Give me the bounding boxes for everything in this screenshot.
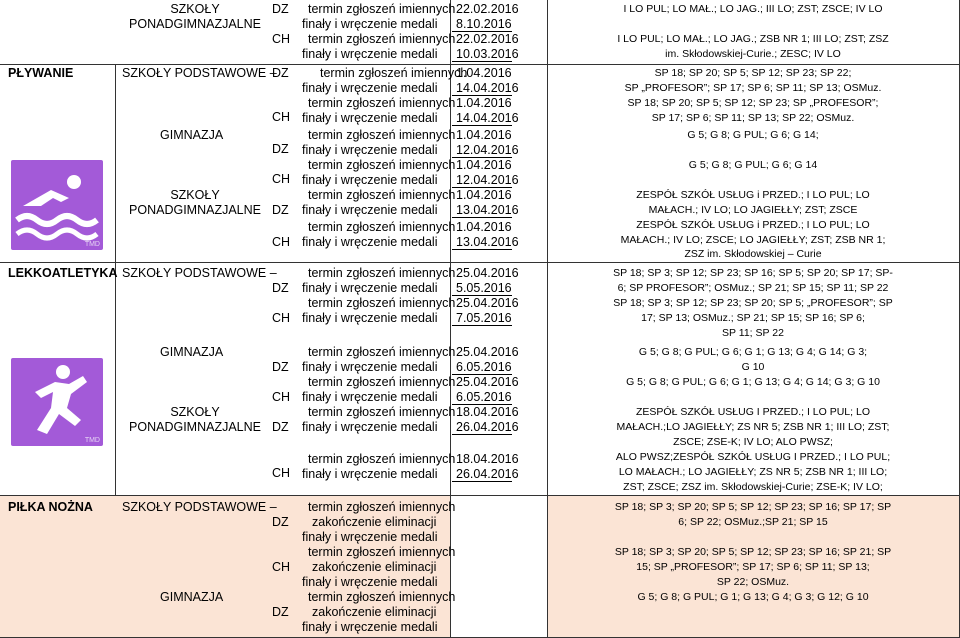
date: 1.04.2016 (456, 188, 512, 202)
date: 10.03.2016 (456, 47, 519, 61)
sport-swimming: PŁYWANIE (8, 66, 74, 80)
date: 25.04.2016 (456, 266, 519, 280)
gender-ch: CH (272, 172, 291, 186)
date: 25.04.2016 (456, 345, 519, 359)
date-underline (452, 434, 512, 435)
school-level: SZKOŁY PONADGIMNAZJALNE (129, 2, 261, 31)
deadline-label: termin zgłoszeń imiennych (308, 590, 456, 604)
date-underline (452, 249, 512, 250)
finals-label: finały i wręczenie medali (302, 360, 438, 374)
date-underline (452, 61, 512, 62)
deadline-label: termin zgłoszeń imiennych (308, 266, 456, 280)
finals-label: finały i wręczenie medali (302, 390, 438, 404)
finals-label: finały i wręczenie medali (302, 235, 438, 249)
deadline-label: termin zgłoszeń imiennych (308, 452, 456, 466)
gender-dz: DZ (272, 203, 289, 217)
date: 8.10.2016 (456, 17, 512, 31)
elimination-end-label: zakończenie eliminacji (312, 515, 437, 529)
participants: ZESPÓŁ SZKÓŁ USŁUG I PRZED.; I LO PUL; LO MAŁACH.;LO JAGIEŁŁY; ZS NR 5; ZSB NR 1; III LO; ZST; ZSCE; ZSE-K; IV LO; ALO PWSZ; (616, 406, 890, 448)
finals-label: finały i wręczenie medali (302, 81, 438, 95)
finals-label: finały i wręczenie medali (302, 281, 438, 295)
participants: ZESPÓŁ SZKÓŁ USŁUG i PRZED.; I LO PUL; LO MAŁACH.; IV LO; LO JAGIEŁŁY; ZST; ZSCE (636, 189, 870, 216)
date: 22.02.2016 (456, 2, 519, 16)
date: 14.04.2016 (456, 111, 519, 125)
deadline-label: termin zgłoszeń imiennych (308, 188, 456, 202)
date: 6.05.2016 (456, 390, 512, 404)
school-level: SZKOŁY PODSTAWOWE – (122, 266, 277, 280)
date-underline (452, 125, 512, 126)
gender-dz: DZ (272, 605, 289, 619)
football-dates-background (450, 495, 547, 638)
date: 7.05.2016 (456, 311, 512, 325)
date: 13.04.2016 (456, 235, 519, 249)
participants: I LO PUL; LO MAŁ.; LO JAG.; III LO; ZST; ZSCE; IV LO (623, 3, 883, 15)
participants: G 5; G 8; G PUL; G 6; G 1; G 13; G 4; G 14; G 3; G 10 (638, 346, 868, 373)
row-divider (0, 262, 960, 263)
swimming-icon: TMD (11, 160, 103, 250)
sport-football: PIŁKA NOŻNA (8, 500, 93, 514)
finals-label: finały i wręczenie medali (302, 420, 438, 434)
gender-dz: DZ (272, 360, 289, 374)
participants: SP 18; SP 3; SP 12; SP 23; SP 16; SP 5; SP 20; SP 17; SP- 6; SP PROFESOR”; OSMuz.; SP 21; SP 15; SP 11; SP 22 (613, 267, 893, 294)
participants: G 5; G 8; G PUL; G 6; G 1; G 13; G 4; G 14; G 3; G 10 (626, 376, 880, 388)
deadline-label: termin zgłoszeń imiennych (308, 32, 456, 46)
date-underline (452, 325, 512, 326)
date: 26.04.2016 (456, 467, 519, 481)
deadline-label: termin zgłoszeń imiennych (308, 2, 456, 16)
school-level: GIMNAZJA (160, 590, 224, 604)
date: 12.04.2016 (456, 143, 519, 157)
date: 14.04.2016 (456, 81, 519, 95)
gender-dz: DZ (272, 515, 289, 529)
row-divider (0, 495, 960, 496)
date: 25.04.2016 (456, 296, 519, 310)
date: 1.04.2016 (456, 128, 512, 142)
date: 1.04.2016 (456, 158, 512, 172)
participants: SP 18; SP 20; SP 5; SP 12; SP 23; SP „PROFESOR”; SP 17; SP 6; SP 11; SP 13; SP 22; OSMuz. (627, 97, 879, 124)
finals-label: finały i wręczenie medali (302, 17, 438, 31)
deadline-label: termin zgłoszeń imiennych (308, 158, 456, 172)
gender-dz: DZ (272, 142, 289, 156)
finals-label: finały i wręczenie medali (302, 311, 438, 325)
deadline-label: termin zgłoszeń imiennych (308, 220, 456, 234)
date: 13.04.2016 (456, 203, 519, 217)
elimination-end-label: zakończenie eliminacji (312, 605, 437, 619)
date: 1.04.2016 (456, 66, 512, 80)
deadline-label: termin zgłoszeń imiennych (320, 66, 468, 80)
participants: SP 18; SP 3; SP 20; SP 5; SP 12; SP 23; SP 16; SP 17; SP 6; SP 22; OSMuz.;SP 21; SP 15 (614, 501, 892, 528)
date: 1.04.2016 (456, 96, 512, 110)
finals-label: finały i wręczenie medali (302, 47, 438, 61)
date: 18.04.2016 (456, 405, 519, 419)
participants: G 5; G 8; G PUL; G 6; G 14; (687, 129, 819, 141)
date: 22.02.2016 (456, 32, 519, 46)
school-level: GIMNAZJA (160, 128, 224, 142)
school-level: SZKOŁY PONADGIMNAZJALNE (129, 405, 261, 434)
finals-label: finały i wręczenie medali (302, 203, 438, 217)
deadline-label: termin zgłoszeń imiennych (308, 345, 456, 359)
deadline-label: termin zgłoszeń imiennych (308, 375, 456, 389)
participants: SP 18; SP 3; SP 20; SP 5; SP 12; SP 23; SP 16; SP 21; SP 15; SP „PROFESOR”; SP 17; SP 6; SP 11; SP 13; SP 22; OSMuz. (614, 546, 892, 588)
finals-label: finały i wręczenie medali (302, 620, 438, 634)
sport-athletics: LEKKOATLETYKA (8, 266, 118, 280)
participants: ZESPÓŁ SZKÓŁ USŁUG i PRZED.; I LO PUL; LO MAŁACH.; IV LO; ZSCE; LO JAGIEŁŁY; ZST; ZSB NR 1; ZSZ im. Skłodowskiej – Curie (620, 219, 886, 260)
gender-ch: CH (272, 235, 291, 249)
gender-ch: CH (272, 110, 291, 124)
gender-dz: DZ (272, 281, 289, 295)
participants: G 5; G 8; G PUL; G 6; G 14 (688, 159, 818, 171)
gender-ch: CH (272, 311, 291, 325)
row-divider (0, 64, 960, 65)
column-divider (547, 0, 548, 638)
finals-label: finały i wręczenie medali (302, 111, 438, 125)
date: 1.04.2016 (456, 220, 512, 234)
finals-label: finały i wręczenie medali (302, 530, 438, 544)
school-level: GIMNAZJA (160, 345, 224, 359)
participants: I LO PUL; LO MAŁ.; LO JAG.; ZSB NR 1; III LO; ZST; ZSZ im. Skłodowskiej-Curie.; ZESC; IV LO (617, 33, 889, 60)
school-level: SZKOŁY PODSTAWOWE – (122, 500, 277, 514)
participants: ALO PWSZ;ZESPÓŁ SZKÓŁ USŁUG I PRZED.; I LO PUL; LO MAŁACH.; LO JAGIEŁŁY; ZS NR 5; ZSB NR 1; III LO; ZST; ZSCE; ZSZ im. Skłodowskiej-Curie; ZSE-K; IV LO; (615, 451, 891, 493)
gender-dz: DZ (272, 2, 289, 16)
gender-ch: CH (272, 466, 291, 480)
running-icon: TMD (11, 358, 103, 446)
date: 25.04.2016 (456, 375, 519, 389)
finals-label: finały i wręczenie medali (302, 575, 438, 589)
date: 12.04.2016 (456, 173, 519, 187)
deadline-label: termin zgłoszeń imiennych (308, 545, 456, 559)
gender-ch: CH (272, 560, 291, 574)
school-level: SZKOŁY PONADGIMNAZJALNE (129, 188, 261, 217)
finals-label: finały i wręczenie medali (302, 173, 438, 187)
date: 18.04.2016 (456, 452, 519, 466)
deadline-label: termin zgłoszeń imiennych (308, 128, 456, 142)
date: 5.05.2016 (456, 281, 512, 295)
deadline-label: termin zgłoszeń imiennych (308, 296, 456, 310)
date: 26.04.2016 (456, 420, 519, 434)
deadline-label: termin zgłoszeń imiennych (308, 500, 456, 514)
date-underline (452, 481, 512, 482)
gender-ch: CH (272, 32, 291, 46)
participants: SP 18; SP 3; SP 12; SP 23; SP 20; SP 5; „PROFESOR”; SP 17; SP 13; OSMuz.; SP 21; SP 15; SP 16; SP 6; SP 11; SP 22 (613, 297, 893, 339)
finals-label: finały i wręczenie medali (302, 467, 438, 481)
participants: G 5; G 8; G PUL; G 1; G 13; G 4; G 3; G 12; G 10 (637, 591, 869, 603)
gender-dz: DZ (272, 66, 289, 80)
school-level: SZKOŁY PODSTAWOWE – (122, 66, 277, 80)
deadline-label: termin zgłoszeń imiennych (308, 96, 456, 110)
gender-ch: CH (272, 390, 291, 404)
gender-dz: DZ (272, 420, 289, 434)
deadline-label: termin zgłoszeń imiennych (308, 405, 456, 419)
date: 6.05.2016 (456, 360, 512, 374)
participants: SP 18; SP 20; SP 5; SP 12; SP 23; SP 22; SP „PROFESOR”; SP 17; SP 6; SP 11; SP 13; OSMuz. (624, 67, 882, 94)
date-underline (452, 217, 512, 218)
elimination-end-label: zakończenie eliminacji (312, 560, 437, 574)
finals-label: finały i wręczenie medali (302, 143, 438, 157)
